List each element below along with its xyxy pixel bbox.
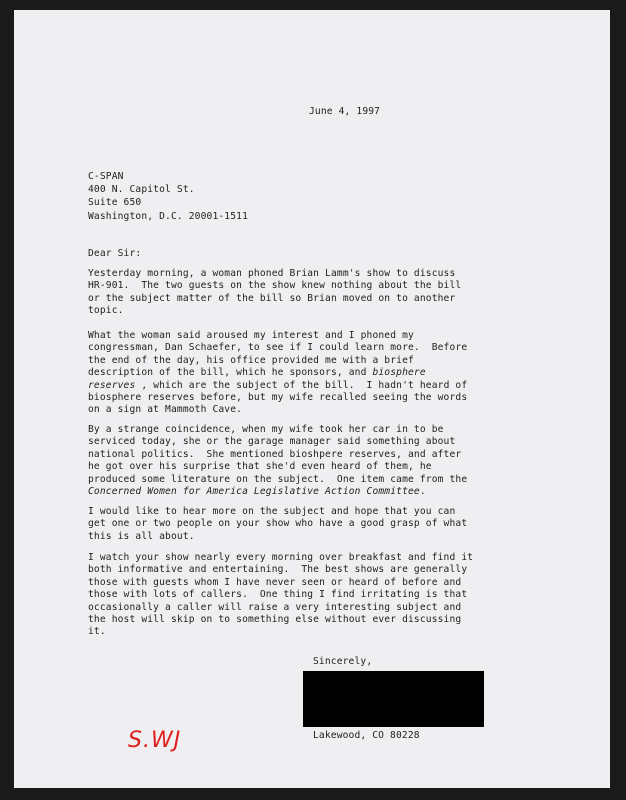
text-segment: . — [419, 486, 426, 498]
text-line: serviced today, she or the garage manager said something about — [88, 436, 456, 448]
sender-city: Lakewood, CO 80228 — [313, 730, 420, 741]
paragraph-5 — [88, 552, 558, 639]
text-line: or the subject matter of the bill so Brian moved on to another — [88, 292, 456, 304]
paragraph-2 — [88, 330, 558, 417]
text-line: biosphere reserves before, but my wife recalled seeing the words — [88, 392, 468, 404]
text-line — [88, 486, 558, 498]
address-line: 400 N. Capitol St. — [88, 184, 195, 196]
text-line: he got over his surprise that she'd even heard of them, he — [88, 461, 432, 473]
italic-term: biosphere — [372, 367, 426, 379]
text-line: HR-901. The two guests on the show knew nothing about the bill — [88, 280, 462, 292]
text-line — [88, 367, 558, 379]
text-line: it. — [88, 626, 106, 638]
text-line: Yesterday morning, a woman phoned Brian Lamm's show to discuss — [88, 268, 456, 279]
recipient-address — [88, 170, 248, 223]
text-line — [88, 380, 558, 392]
address-line: Suite 650 — [88, 197, 142, 209]
text-line: I would like to hear more on the subject and hope that you can — [88, 506, 456, 517]
closing: Sincerely, — [313, 656, 373, 667]
text-line: both informative and entertaining. The best shows are generally — [88, 564, 468, 576]
text-line: topic. — [88, 305, 124, 317]
italic-term: reserves — [88, 379, 136, 391]
paragraph-3 — [88, 424, 558, 498]
text-line: produced some literature on the subject. One item came from the — [88, 473, 468, 485]
text-segment: description of the bill, which he sponsors, and — [88, 367, 373, 379]
paragraph-4 — [88, 506, 558, 543]
address-line: Washington, D.C. 20001-1511 — [88, 210, 248, 222]
text-line: occasionally a caller will raise a very interesting subject and — [88, 601, 462, 613]
text-line: those with guests whom I have never seen or heard of before and — [88, 576, 462, 588]
paragraph-1 — [88, 268, 558, 318]
redacted-signature-block — [303, 671, 484, 727]
italic-committee-name: Concerned Women for America Legislative Action Committee — [88, 486, 420, 498]
salutation: Dear Sir: — [88, 248, 142, 259]
text-line: the end of the day, his office provided me with a brief — [88, 354, 414, 366]
handwritten-initials: S.WJ — [128, 728, 182, 753]
text-line: on a sign at Mammoth Cave. — [88, 404, 243, 416]
text-line: What the woman said aroused my interest and I phoned my — [88, 330, 414, 341]
text-line: the host will skip on to something else without ever discussing — [88, 614, 462, 626]
text-line: national politics. She mentioned bioshpere reserves, and after — [88, 448, 462, 460]
text-line: congressman, Dan Schaefer, to see if I could learn more. Before — [88, 342, 468, 354]
address-line: C-SPAN — [88, 171, 124, 182]
letter-date: June 4, 1997 — [309, 106, 381, 117]
text-line: get one or two people on your show who have a good grasp of what — [88, 518, 468, 530]
text-line: I watch your show nearly every morning over breakfast and find it — [88, 552, 474, 563]
text-line: this is all about. — [88, 530, 195, 542]
text-line: By a strange coincidence, when my wife took her car in to be — [88, 424, 444, 435]
text-line: those with lots of callers. One thing I find irritating is that — [88, 589, 468, 601]
text-segment: , which are the subject of the bill. I hadn't heard of — [135, 379, 468, 391]
